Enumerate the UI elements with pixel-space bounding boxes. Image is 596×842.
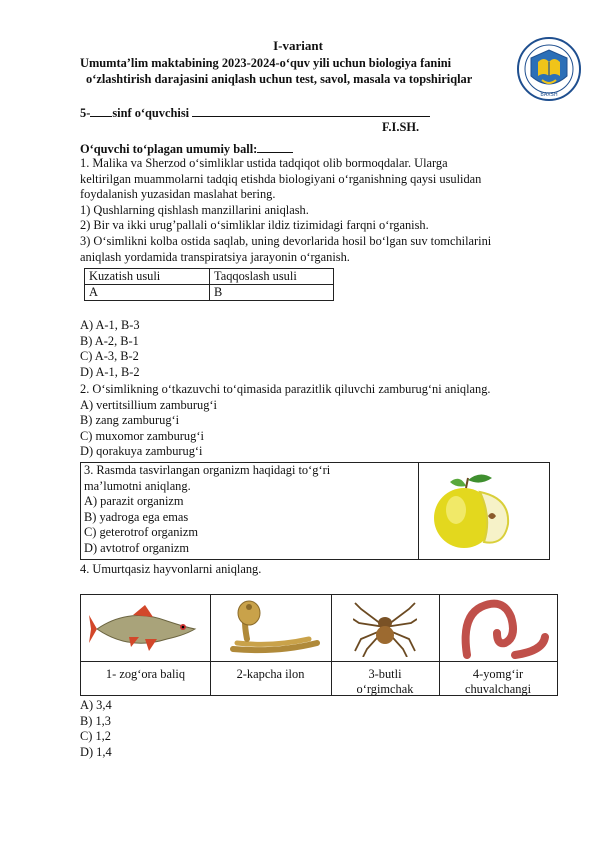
table-row (85, 285, 334, 301)
class-prefix: 5- (80, 106, 91, 120)
answer-option[interactable]: D) A-1, B-2 (80, 364, 140, 379)
answer-option[interactable]: C) A-3, B-2 (80, 349, 139, 364)
q3-divider (418, 462, 419, 560)
answer-option[interactable]: A) 3,4 (80, 698, 112, 712)
table-cell: A (85, 285, 210, 301)
school-logo (516, 36, 582, 102)
title-line-2: o‘zlashtirish darajasini aniqlash uchun test, savol, masala va topshiriqlar (86, 72, 473, 86)
snake-image (217, 599, 325, 657)
answer-option[interactable]: D) avtotrof organizm (84, 540, 190, 555)
question-3 (84, 463, 330, 557)
score-blank[interactable] (257, 140, 293, 153)
score-line (80, 140, 293, 158)
q1-line: 2) Bir va ikki urug’pallali o‘simliklar ildiz tizimidagi farqni o‘rganish. (80, 218, 429, 233)
logo-text: BAXSH (540, 92, 558, 98)
q1-line: 3) O‘simlikni kolba ostida saqlab, uning devorlarida hosil bo‘lgan suv tomchilarini (80, 233, 492, 248)
answer-option[interactable]: B) zang zamburug‘i (80, 413, 180, 428)
answer-option[interactable]: C) 1,2 (80, 729, 111, 744)
table-row (85, 269, 334, 285)
answer-option[interactable]: D) qorakuya zamburug‘i (80, 444, 203, 459)
fish-image (89, 601, 203, 655)
answer-option[interactable]: B) yadroga ega emas (84, 509, 189, 524)
q1-line: keltirilgan muammolarni tadqiq etishda biologiyani o‘rganishning qaysi usulidan (80, 171, 482, 186)
score-label: O‘quvchi to‘plagan umumiy ball: (80, 142, 258, 156)
question-2 (80, 382, 491, 460)
caption-snake: 2-kapcha ilon (236, 667, 305, 681)
q1-line: foydalanish yuzasidan maslahat bering. (80, 187, 276, 202)
caption-earthworm: 4-yomg‘ir chuvalchangi (464, 667, 532, 696)
q1-options (80, 318, 140, 380)
question-1 (80, 156, 491, 265)
student-name-blank[interactable] (192, 104, 430, 117)
answer-option[interactable]: B) 1,3 (80, 713, 111, 728)
q4-question: 4. Umurtqasiz hayvonlarni aniqlang. (80, 562, 262, 576)
class-label: sinf o‘quvchisi (112, 106, 190, 120)
q1-line: 1) Qushlarning qishlash manzillarini aniqlash. (80, 202, 309, 217)
q2-question: 2. O‘simlikning o‘tkazuvchi to‘qimasida parazitlik qiluvchi zamburug‘ni aniqlang. (80, 382, 491, 396)
answer-option[interactable]: A) vertitsillium zamburug‘i (80, 397, 217, 412)
q3-line: 3. Rasmda tasvirlangan organizm haqidagi to‘g‘ri (84, 463, 331, 477)
q1-line: 1. Malika va Sherzod o‘simliklar ustida tadqiqot olib bormoqdalar. Ularga (80, 156, 448, 170)
table-header-cell: Taqqoslash usuli (210, 269, 334, 285)
answer-option[interactable]: A) parazit organizm (84, 494, 184, 509)
answer-option[interactable]: A) A-1, B-3 (80, 318, 140, 332)
apple-image (430, 468, 518, 552)
q1-line: aniqlash yordamida transpiratsiya jarayonin o‘rganish. (80, 249, 350, 264)
answer-option[interactable]: B) A-2, B-1 (80, 333, 139, 348)
fish-label: F.I.SH. (382, 120, 420, 134)
table-header-cell: Kuzatish usuli (85, 269, 210, 285)
earthworm-image (453, 597, 549, 659)
caption-fish: 1- zog‘ora baliq (105, 667, 186, 681)
q4-options (80, 698, 112, 760)
answer-option[interactable]: C) muxomor zamburug‘i (80, 428, 204, 443)
class-line (80, 104, 430, 122)
animals-table (80, 594, 558, 696)
spider-image (353, 599, 417, 657)
variant-title: I-variant (273, 38, 323, 53)
q1-method-table (84, 268, 334, 301)
answer-option[interactable]: D) 1,4 (80, 744, 112, 759)
table-cell: B (210, 285, 334, 301)
title-line-1: Umumta’lim maktabining 2023-2024-o‘quv yili uchun biologiya fanini (80, 56, 452, 70)
animals-row-divider (81, 661, 557, 662)
answer-option[interactable]: C) geterotrof organizm (84, 525, 199, 540)
caption-spider: 3-butli o‘rgimchak (356, 667, 414, 696)
q3-line: ma’lumotni aniqlang. (84, 478, 191, 493)
class-number-blank[interactable] (90, 104, 112, 117)
